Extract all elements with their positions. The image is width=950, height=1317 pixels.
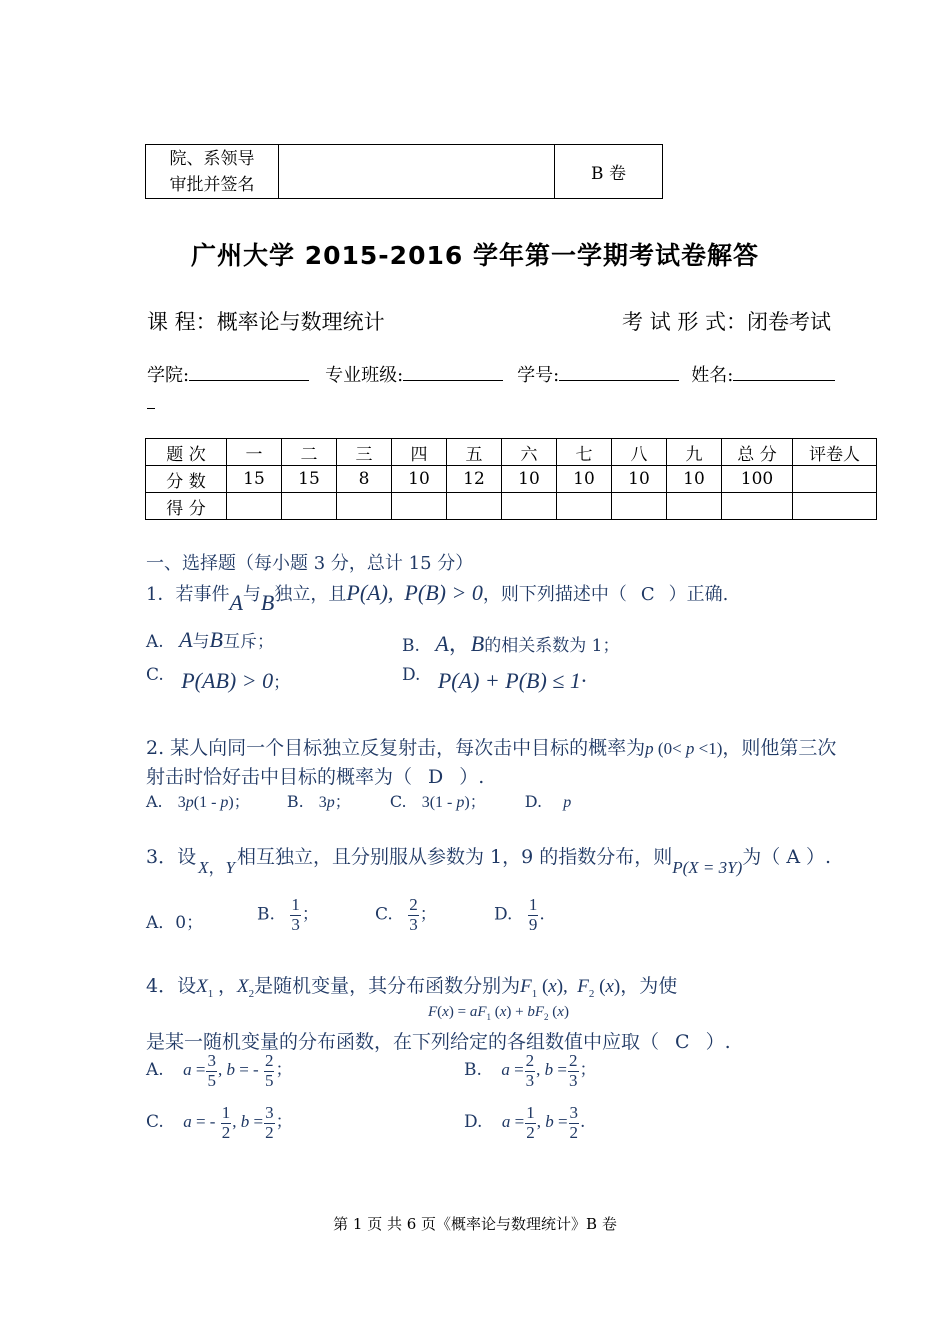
header-cell: 七	[557, 439, 612, 466]
class-blank	[403, 380, 503, 381]
q4-formula	[428, 1002, 569, 1022]
q2-options: A. 3p(1 - p)； B. 3p； C. 3(1 - p)； D. p	[146, 792, 572, 811]
earned-cell	[667, 493, 722, 520]
q2-opt-b-label: B.	[286, 792, 304, 811]
points-cell: 10	[392, 466, 447, 493]
q3-stem-d: ）.	[806, 846, 832, 868]
q3-answer: A	[786, 846, 801, 868]
q2-opt-d-formula: p	[563, 794, 572, 811]
q1-opt-a-label: A.	[146, 632, 164, 652]
approval-label-line2: 审批并签名	[169, 174, 255, 195]
q4-stem-line1	[146, 971, 677, 1000]
student-info-line	[147, 361, 835, 387]
q3-stem-b: 相互独立，且分别服从参数为 1，9 的指数分布，则	[236, 846, 673, 868]
header-cell: 五	[447, 439, 502, 466]
q2-opt-c-formula: 3(1 - p)	[421, 794, 470, 811]
q1-option-a	[146, 627, 274, 653]
score-table-header-row	[146, 439, 877, 466]
points-cell: 10	[612, 466, 667, 493]
q2-opt-a-label: A.	[146, 792, 163, 811]
q4-opt-c-formula: a = - $\frac{1}{2}$ , b = $\frac{3}{2}$	[183, 1103, 274, 1142]
q2-stem-line1-tail: ，则他第三次	[722, 737, 837, 759]
q1-opt-b-ab: A，B	[435, 631, 485, 656]
q4-opt-a-formula: a = $\frac{3}{5}$ , b = - $\frac{2}{5}$	[183, 1051, 274, 1090]
course-label: 课 程：	[147, 310, 217, 334]
q4-stem-line2: 是某一随机变量的分布函数，在下列给定的各组数值中应取（	[146, 1031, 660, 1053]
paper-version-cell	[555, 145, 663, 199]
q4-option-c: C. a = - $\frac{1}{2}$ , b = $\frac{3}{2}$ ；	[146, 1103, 293, 1142]
points-cell	[793, 466, 877, 493]
q3-probability: P(X = 3Y)	[672, 858, 743, 877]
exam-form-label: 考 试 形 式：	[622, 310, 748, 334]
earned-cell	[722, 493, 793, 520]
q1-opt-a-mid: 与	[192, 632, 210, 652]
q3-option-d: D. $\frac{1}{9}$ .	[494, 895, 545, 934]
approval-label-cell	[146, 145, 279, 199]
q3-stem-a: 3．设	[146, 846, 197, 868]
q2-opt-c-label: C.	[389, 792, 407, 811]
q1-stem-a: 1．若事件	[146, 584, 230, 605]
header-cell: 总 分	[722, 439, 793, 466]
q1-opt-a-tail: 互斥；	[223, 632, 274, 652]
q3-opt-b-fraction: $\frac{1}{3}$	[291, 895, 300, 934]
q3-opt-c-label: C.	[375, 904, 393, 925]
q1-event-b: B	[260, 590, 275, 615]
q4-stem-c: ，为使	[620, 975, 678, 997]
q4-stem-line2-tail: ）.	[705, 1031, 731, 1053]
header-cell: 九	[667, 439, 722, 466]
q1-option-b	[402, 627, 619, 658]
q2-probability: p (0< p <1)	[645, 739, 723, 758]
exam-form-line	[622, 306, 831, 336]
header-cell: 一	[227, 439, 282, 466]
score-table	[145, 438, 877, 520]
points-cell: 12	[447, 466, 502, 493]
q2-stem-line2: 射击时恰好击中目标的概率为（	[146, 766, 413, 788]
earned-cell	[793, 493, 877, 520]
q3-option-a: A．0；	[146, 913, 204, 933]
score-table-earned-row	[146, 493, 877, 520]
points-label: 分 数	[146, 466, 227, 493]
points-cell: 10	[502, 466, 557, 493]
q4-variables: $X_1$ ，$X_2$	[196, 976, 255, 1000]
college-label: 学院:	[147, 365, 190, 386]
score-table-points-row	[146, 466, 877, 493]
exam-form: 闭卷考试	[747, 310, 832, 334]
points-cell: 100	[722, 466, 793, 493]
q1-stem-e: ）正确.	[668, 584, 729, 605]
approval-table	[145, 144, 663, 199]
points-cell: 8	[337, 466, 392, 493]
header-cell: 题 次	[146, 439, 227, 466]
q4-option-d: D. a = $\frac{1}{2}$ , b = $\frac{3}{2}$ .	[464, 1103, 586, 1142]
q1-condition: P(A), P(B) > 0	[346, 580, 483, 605]
q2-answer: D	[428, 766, 444, 788]
q1-opt-a-a: A	[179, 627, 193, 652]
earned-cell	[227, 493, 282, 520]
q1-option-d	[402, 660, 587, 693]
paper-version: B 卷	[591, 164, 626, 184]
q4-opt-d-formula: a = $\frac{1}{2}$ , b = $\frac{3}{2}$	[501, 1103, 579, 1142]
college-blank	[189, 380, 309, 381]
points-cell: 10	[557, 466, 612, 493]
earned-cell	[392, 493, 447, 520]
earned-cell	[612, 493, 667, 520]
header-cell: 评卷人	[793, 439, 877, 466]
q4-stem-a: 4．设	[146, 975, 197, 997]
q3-stem	[146, 842, 832, 877]
q4-opt-d-label: D.	[464, 1112, 483, 1133]
approval-label-line1: 院、系领导	[169, 148, 255, 169]
q2-opt-a-formula: 3p(1 - p)	[177, 794, 234, 811]
q2-opt-b-formula: 3p	[318, 794, 335, 811]
header-cell: 六	[502, 439, 557, 466]
q2-opt-d-label: D.	[524, 792, 543, 811]
q4-answer: C	[675, 1031, 690, 1053]
q3-option-c: C. $\frac{2}{3}$ ；	[375, 895, 437, 934]
points-cell: 10	[667, 466, 722, 493]
q1-opt-c-semicolon: ；	[273, 673, 291, 693]
q4-stem-b: 是随机变量，其分布函数分别为	[254, 975, 521, 997]
q1-opt-c-label: C.	[146, 665, 164, 685]
approval-signature-cell	[279, 145, 555, 199]
q4-opt-a-label: A.	[146, 1060, 164, 1081]
student-id-label: 学号:	[517, 365, 560, 386]
course-name: 概率论与数理统计	[216, 310, 385, 334]
q1-opt-d-formula: P(A) + P(B) ≤ 1·	[437, 668, 587, 693]
q3-opt-b-label: B.	[257, 904, 275, 925]
earned-cell	[447, 493, 502, 520]
earned-label: 得 分	[146, 493, 227, 520]
q4-option-b: B. a = $\frac{2}{3}$ , b = $\frac{2}{3}$ ；	[464, 1051, 597, 1090]
q1-opt-a-b: B	[209, 627, 223, 652]
header-cell: 四	[392, 439, 447, 466]
student-id-blank	[559, 380, 679, 381]
q3-opt-d-label: D.	[494, 904, 513, 925]
q3-stem-c: 为（	[742, 846, 781, 868]
earned-cell	[282, 493, 337, 520]
earned-cell	[502, 493, 557, 520]
q1-stem-c: 独立，且	[274, 584, 347, 605]
q3-variables: X，Y	[198, 858, 235, 877]
q1-answer: C	[640, 584, 655, 605]
q4-opt-c-label: C.	[146, 1112, 164, 1133]
q1-stem-d: ，则下列描述中（	[482, 584, 627, 605]
q3-option-b: B. $\frac{1}{3}$ ；	[257, 895, 319, 934]
earned-cell	[337, 493, 392, 520]
q4-stem-line2	[146, 1027, 731, 1054]
q1-opt-c-formula: P(AB) > 0	[181, 668, 274, 693]
q1-event-a: A	[229, 590, 243, 615]
class-label: 专业班级:	[325, 365, 404, 386]
page-footer: 第 1 页 共 6 页《概率论与数理统计》B 卷	[333, 1215, 617, 1233]
q4-formula-text: $F(x) = aF_1$ $(x) + bF_2$ (x)	[428, 1004, 569, 1022]
q1-opt-b-tail: 的相关系数为 1；	[484, 636, 620, 656]
q2-stem-line1: 2. 某人向同一个目标独立反复射击，每次击中目标的概率为	[146, 737, 646, 759]
q3-opt-d-fraction: $\frac{1}{9}$	[528, 895, 538, 934]
student-name-label: 姓名:	[691, 365, 734, 386]
q3-opt-c-fraction: $\frac{2}{3}$	[409, 895, 418, 934]
q2-stem-line1	[146, 733, 836, 760]
q2-stem-line2	[146, 762, 484, 789]
earned-cell	[557, 493, 612, 520]
q1-stem	[146, 578, 729, 615]
q4-option-a: A. a = $\frac{3}{5}$ , b = - $\frac{2}{5}$ ；	[146, 1051, 293, 1090]
q2-stem-line2-tail: ）.	[459, 766, 485, 788]
header-cell: 二	[282, 439, 337, 466]
q4-distributions: $F_1$ (x), $F_2$ (x)	[520, 976, 621, 1000]
header-cell: 三	[337, 439, 392, 466]
points-cell: 15	[227, 466, 282, 493]
q1-opt-b-label: B.	[402, 636, 420, 656]
student-name-blank	[733, 380, 835, 381]
q4-opt-b-formula: a = $\frac{2}{3}$ , b = $\frac{2}{3}$	[501, 1051, 578, 1090]
header-cell: 八	[612, 439, 667, 466]
section1-heading: 一、选择题（每小题 3 分，总计 15 分）	[146, 553, 474, 574]
q1-stem-b: 与	[242, 584, 261, 605]
course-line	[147, 306, 385, 336]
q1-opt-d-label: D.	[402, 665, 421, 685]
student-info-overflow-line	[147, 408, 155, 409]
q4-opt-b-label: B.	[464, 1060, 482, 1081]
exam-title: 广州大学 2015-2016 学年第一学期考试卷解答	[191, 241, 759, 270]
points-cell: 15	[282, 466, 337, 493]
q1-option-c	[146, 660, 291, 693]
